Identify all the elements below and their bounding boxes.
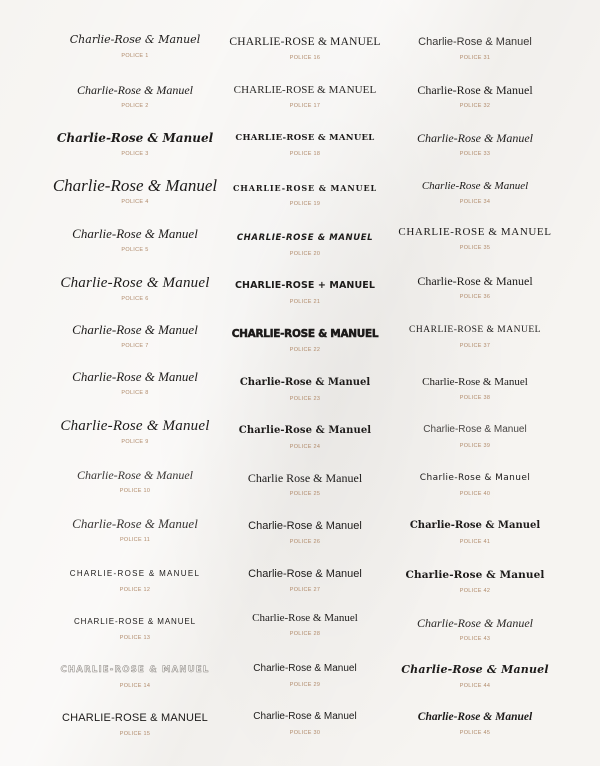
font-sample-text: CHARLIE-ROSE & MANUEL <box>236 233 374 243</box>
font-sample-label: POLICE 20 <box>289 251 321 257</box>
font-sample-label: POLICE 6 <box>121 296 149 302</box>
font-sample-label: POLICE 23 <box>289 396 321 402</box>
font-sample-label: POLICE 33 <box>459 151 491 157</box>
font-sample-text: Charlie-Rose & Manuel <box>60 275 210 291</box>
font-sample-label: POLICE 14 <box>119 683 151 689</box>
font-sample-text: CHARLIE-ROSE & MANUEL <box>61 712 208 724</box>
font-sample-label: POLICE 27 <box>289 587 321 593</box>
font-sample-label: POLICE 41 <box>459 539 491 545</box>
font-sample-text: Charlie-Rose & Manuel <box>72 369 198 384</box>
font-sample-label: POLICE 26 <box>289 539 321 545</box>
font-sample-label: POLICE 28 <box>289 631 321 637</box>
font-sample-text: CHARLIE-ROSE & MANUEL <box>235 133 375 143</box>
font-sample-34 <box>375 176 575 216</box>
font-sample-label: POLICE 7 <box>121 343 149 349</box>
font-sample-text: Charlie-Rose & Manuel <box>72 226 198 241</box>
font-sample-label: POLICE 40 <box>459 491 491 497</box>
font-sample-44 <box>375 660 575 700</box>
font-sample-label: POLICE 38 <box>459 395 491 401</box>
font-sample-label: POLICE 12 <box>119 587 151 593</box>
font-column-3 <box>375 0 575 766</box>
font-sample-text: Charlie-Rose & Manuel <box>253 711 357 722</box>
font-sample-text: Charlie-Rose & Manuel <box>417 83 533 97</box>
font-sample-label: POLICE 15 <box>119 731 151 737</box>
font-sample-text: Charlie-Rose & Manuel <box>253 663 357 674</box>
font-sample-label: POLICE 42 <box>459 588 491 594</box>
font-sample-label: POLICE 37 <box>459 343 491 349</box>
font-sample-38 <box>375 372 575 412</box>
font-sample-label: POLICE 18 <box>289 151 321 157</box>
font-sample-label: POLICE 31 <box>459 55 491 61</box>
font-sample-text: Charlie-Rose & Manuel <box>69 33 201 46</box>
font-sample-label: POLICE 2 <box>121 103 149 109</box>
font-sample-label: POLICE 5 <box>121 247 149 253</box>
font-sample-text: CHARLIE-ROSE & MANUEL <box>60 665 210 675</box>
font-sample-text: CHARLIE-ROSE & MANUEL <box>409 325 541 335</box>
font-sample-text: Charlie-Rose & Manuel <box>72 516 198 531</box>
font-sample-33 <box>375 128 575 168</box>
font-sample-text: Charlie-Rose & Manuel <box>238 425 372 436</box>
font-sample-text: CHARLIE-ROSE & MANUEL <box>398 226 552 238</box>
font-sample-text: Charlie-Rose & Manuel <box>418 36 532 48</box>
font-sample-32 <box>375 80 575 120</box>
font-sample-text: Charlie-Rose & Manuel <box>409 520 541 531</box>
font-sample-label: POLICE 39 <box>459 443 491 449</box>
font-sample-label: POLICE 35 <box>459 245 491 251</box>
font-sample-label: POLICE 1 <box>121 53 149 59</box>
font-sample-43 <box>375 613 575 653</box>
font-sample-text: Charlie-Rose & Manuel <box>248 568 362 580</box>
font-sample-label: POLICE 29 <box>289 682 321 688</box>
font-sample-label: POLICE 17 <box>289 103 321 109</box>
font-sample-label: POLICE 44 <box>459 683 491 689</box>
font-sample-label: POLICE 45 <box>459 730 491 736</box>
font-sample-36 <box>375 271 575 311</box>
font-sample-45 <box>375 707 575 747</box>
font-sample-label: POLICE 24 <box>289 444 321 450</box>
font-sample-label: POLICE 30 <box>289 730 321 736</box>
font-sample-37 <box>375 320 575 360</box>
font-sample-label: POLICE 19 <box>289 201 321 207</box>
font-sample-text: Charlie-Rose & Manuel <box>77 468 193 482</box>
font-sample-text: CHARLIE-ROSE & MANUEL <box>73 617 197 626</box>
font-sample-39 <box>375 420 575 460</box>
font-sample-label: POLICE 8 <box>121 390 149 396</box>
font-sample-label: POLICE 34 <box>459 199 491 205</box>
font-sample-text: Charlie-Rose & Manuel <box>60 418 210 434</box>
font-sample-text: CHARLIE-ROSE & MANUEL <box>69 569 201 578</box>
font-sample-label: POLICE 21 <box>289 299 321 305</box>
font-sample-text: Charlie-Rose & Manuel <box>405 569 545 581</box>
font-sample-label: POLICE 3 <box>121 151 149 157</box>
font-sample-label: POLICE 16 <box>289 55 321 61</box>
font-sample-text: Charlie-Rose & Manuel <box>422 376 528 388</box>
font-sample-text: Charlie-Rose & Manuel <box>421 180 529 192</box>
font-sample-text: Charlie-Rose & Manuel <box>401 663 549 676</box>
font-sample-text: Charlie-Rose & Manuel <box>419 473 531 483</box>
font-sample-text: Charlie Rose & Manuel <box>247 471 363 485</box>
font-sample-40 <box>375 468 575 508</box>
font-sample-text: Charlie-Rose & Manuel <box>52 176 218 195</box>
font-sample-text: Charlie-Rose & Manuel <box>239 377 371 388</box>
font-sample-label: POLICE 32 <box>459 103 491 109</box>
font-sample-41 <box>375 516 575 556</box>
font-sample-text: Charlie-Rose & Manuel <box>56 131 214 145</box>
font-sample-text: CHARLIE-ROSE & MANUEL <box>233 183 377 193</box>
font-sample-label: POLICE 10 <box>119 488 151 494</box>
font-sample-text: Charlie-Rose & Manuel <box>417 131 533 145</box>
font-sample-text: CHARLIE-ROSE & MANUEL <box>229 36 381 48</box>
font-sample-label: POLICE 4 <box>121 199 149 205</box>
font-sample-label: POLICE 36 <box>459 294 491 300</box>
font-sample-35 <box>375 222 575 262</box>
font-sample-text: Charlie-Rose & Manuel <box>417 274 533 288</box>
font-sample-label: POLICE 25 <box>289 491 321 497</box>
font-sample-text: CHARLIE-ROSE & MANUEL <box>231 328 379 340</box>
font-sample-label: POLICE 9 <box>121 439 149 445</box>
font-sample-31 <box>375 32 575 72</box>
font-sample-text: CHARLIE-ROSE & MANUEL <box>233 84 377 96</box>
font-sample-text: Charlie-Rose & Manuel <box>248 520 362 532</box>
font-sample-label: POLICE 22 <box>289 347 321 353</box>
font-sample-42 <box>375 565 575 605</box>
font-sample-label: POLICE 13 <box>119 635 151 641</box>
font-sample-text: Charlie-Rose & Manuel <box>252 612 358 624</box>
font-sample-text: Charlie-Rose & Manuel <box>417 711 533 723</box>
font-sample-text: Charlie-Rose & Manuel <box>423 424 527 435</box>
font-sample-text: Charlie-Rose & Manuel <box>417 616 533 630</box>
font-sample-label: POLICE 11 <box>119 537 151 543</box>
font-sample-label: POLICE 43 <box>459 636 491 642</box>
font-sample-text: Charlie-Rose & Manuel <box>72 322 198 337</box>
font-sample-text: Charlie-Rose & Manuel <box>77 83 193 97</box>
font-sample-text: CHARLIE-ROSE + MANUEL <box>234 280 376 291</box>
